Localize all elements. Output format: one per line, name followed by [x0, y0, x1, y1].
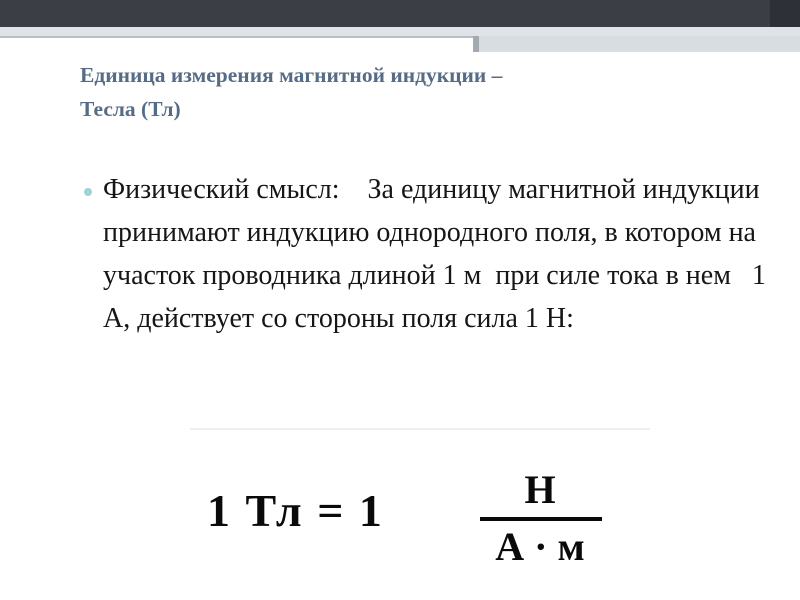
formula-fraction	[475, 466, 605, 569]
top-dark-band	[0, 0, 800, 27]
slide-title	[80, 58, 760, 126]
slide-title-line-1: Единица измерения магнитной индукции –	[80, 63, 503, 87]
bullet-dot-icon	[84, 188, 92, 196]
top-stripe-accent	[473, 36, 479, 52]
formula-left-side: 1 Тл = 1	[207, 485, 384, 536]
formula-denominator: А · м	[495, 524, 585, 569]
fraction-bar	[480, 517, 602, 521]
formula-numerator: Н	[524, 467, 556, 512]
bullet-text: Физический смысл: За единицу магнитной индукции принимают индукцию однородного поля, в котором на участок проводника длиной 1 м при силе тока в нем 1 А, действует со стороны поля сила 1 Н:	[103, 174, 773, 334]
top-light-stripe	[0, 27, 800, 36]
top-dark-band-right	[770, 0, 800, 27]
tesla-formula	[180, 428, 650, 578]
formula-image-edge	[190, 428, 650, 430]
slide-title-line-2: Тесла (Тл)	[80, 97, 181, 121]
top-right-stripe	[473, 36, 800, 52]
top-thin-stripe	[0, 36, 480, 38]
